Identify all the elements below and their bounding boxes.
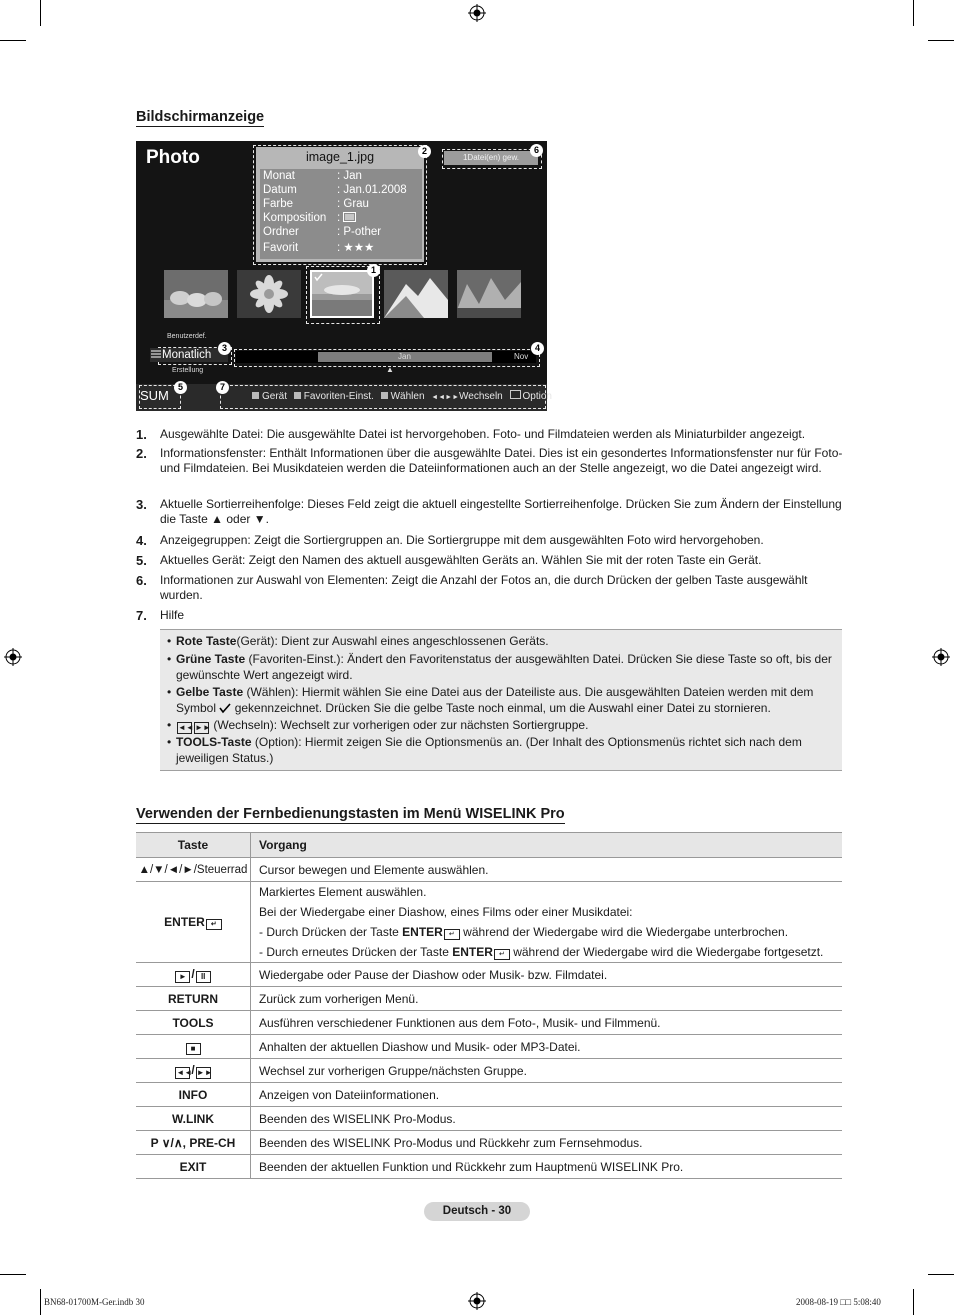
callout-7: 7 (216, 381, 229, 394)
enter-key-icon: ↵ (444, 929, 460, 940)
info-window (256, 147, 424, 262)
table-row: ■ Anhalten der aktuellen Diashow und Musik- oder MP3-Datei. (136, 1035, 842, 1059)
info-row: Monat : Jan (263, 170, 362, 182)
group-timeline[interactable] (236, 351, 536, 363)
checkmark-icon (219, 703, 231, 713)
forward-key-icon: ►► (195, 723, 211, 732)
callout-1: 1 (367, 264, 380, 277)
table-row: W.LINK Beenden des WISELINK Pro-Modus. (136, 1107, 842, 1131)
thumbnail-flower[interactable] (237, 270, 301, 318)
page-number-badge: Deutsch - 30 (424, 1202, 530, 1221)
sort-option-below: Erstellung (172, 367, 204, 374)
table-row: ◄◄/ ►► Wechsel zur vorherigen Gruppe/nächsten Gruppe. (136, 1059, 842, 1083)
composition-icon (343, 212, 356, 222)
info-row: Datum : Jan.01.2008 (263, 184, 407, 196)
print-date-info: 2008-08-19 □□ 5:08:40 (796, 1297, 881, 1307)
table-row: ▲/▼/◄/►/Steuerrad Cursor bewegen und Elemente auswählen. (136, 858, 842, 882)
registration-mark-icon (932, 648, 950, 666)
table-row: P ∨/∧, PRE-CH Beenden des WISELINK Pro-Modus und Rückkehr zum Fernsehmodus. (136, 1131, 842, 1155)
green-button-icon (294, 392, 301, 399)
forward-key-icon: ►► (196, 1067, 213, 1077)
table-row: RETURN Zurück zum vorherigen Menü. (136, 987, 842, 1011)
table-row: EXIT Beenden der aktuellen Funktion und Rückkehr zum Hauptmenü WISELINK Pro. (136, 1155, 842, 1179)
enter-key-icon: ↵ (494, 949, 510, 960)
thumbnail-sheep[interactable] (164, 270, 228, 318)
registration-mark-icon (468, 4, 486, 22)
section-heading: Bildschirmanzeige (136, 109, 265, 125)
registration-mark-icon (468, 1292, 486, 1310)
table-row: TOOLS Ausführen verschiedener Funktionen aus dem Foto-, Musik- und Filmmenü. (136, 1011, 842, 1035)
screen-title: Photo (146, 147, 200, 168)
callout-2: 2 (418, 145, 431, 158)
info-filename: image_1.jpg (305, 150, 375, 164)
sort-order-current[interactable]: Monatlich (150, 348, 228, 362)
thumbnail-selected-beach[interactable] (310, 270, 374, 318)
yellow-button-icon (381, 392, 388, 399)
table-header: Taste Vorgang (136, 833, 842, 858)
info-row: Ordner : P-other (263, 226, 382, 238)
pause-key-icon: II (196, 971, 211, 983)
list-icon (151, 350, 161, 359)
sort-option-above: Benutzerdef. (167, 333, 207, 340)
info-row: Komposition : (263, 212, 356, 224)
stop-key-icon: ■ (186, 1043, 201, 1055)
current-device[interactable]: SUM (140, 388, 169, 403)
enter-line-2: - Durch erneutes Drücken der Taste ENTER ↵ während der Wiedergabe wird die Wiedergabe fortgesetzt. (259, 945, 824, 959)
callout-4: 4 (531, 342, 544, 355)
selection-count: 1Datei(en) gew. (444, 151, 538, 165)
table-row: ► / II Wiedergabe oder Pause der Diashow oder Musik- bzw. Filmdatei. (136, 963, 842, 987)
thumbnail-mountain[interactable] (384, 270, 448, 318)
tools-button-icon (510, 390, 521, 399)
registration-mark-icon (4, 648, 22, 666)
skip-buttons-icon: ◄◄►► (431, 394, 460, 401)
timeline-label-start: Jan (398, 352, 411, 361)
help-notes: • Rote Taste(Gerät): Dient zur Auswahl eines angeschlossenen Geräts. • Grüne Taste (Favoriten-Einst.): Ändert den Favoritenstatus der ausgewählten Datei. Drücken Sie diese Taste so oft, bis der gewünschte Wert angezeigt wird. • Gelbe Taste (Wählen): Hiermit wählen Sie eine Datei aus der Dateiliste aus. Die ausgewählten Dateien werden mit dem Symbol gekennzeichnet. Drücken Sie die gelbe Taste noch einmal, um die Auswahl einer Datei zu stornieren. • ◄◄►► (Wechseln): Wechselt zur vorherigen oder zur nächsten Sortiergruppe. • TOOLS-Taste (Option): Hiermit zeigen Sie die Optionsmenüs an. (Der Inhalt des Optionsmenüs richtet sich nach dem jeweiligen Status.) (160, 629, 842, 771)
rewind-key-icon: ◄◄ (176, 1067, 193, 1077)
table-row: ENTER ↵ Markiertes Element auswählen. Bei der Wiedergabe einer Diashow, eines Films oder einer Musikdatei: - Durch Drücken der Taste ENTER ↵ während der Wiedergabe wird die Wiedergabe unterbrochen. - Durch erneutes Drücken der Taste ENTER ↵ während der Wiedergabe wird die Wiedergabe fortgesetzt. (136, 882, 842, 963)
callout-3: 3 (218, 342, 231, 355)
info-fields (260, 169, 422, 259)
timeline-label-end: Nov (514, 352, 529, 361)
callout-5: 5 (174, 381, 187, 394)
callout-6: 6 (530, 144, 543, 157)
up-arrow-icon: ▲ (386, 365, 394, 374)
thumbnail-rocks[interactable] (457, 270, 521, 318)
rewind-key-icon: ◄◄ (178, 723, 194, 732)
help-bar: Gerät Favoriten-Einst. Wählen ◄◄►►Wechseln Option (248, 390, 552, 402)
tv-screen (136, 141, 552, 411)
print-file-info: BN68-01700M-Ger.indb 30 (44, 1297, 145, 1307)
section-heading: Verwenden der Fernbedienungstasten im Menü WISELINK Pro (136, 806, 565, 822)
table-row: INFO Anzeigen von Dateiinformationen. (136, 1083, 842, 1107)
play-key-icon: ► (175, 971, 190, 983)
remote-keys-table (136, 832, 842, 1179)
enter-line-1: - Durch Drücken der Taste ENTER ↵ während der Wiedergabe wird die Wiedergabe unterbrochen. (259, 925, 789, 939)
info-row: Favorit : ★★★ (263, 242, 375, 254)
red-button-icon (252, 392, 259, 399)
enter-key-icon: ↵ (206, 919, 222, 930)
info-row: Farbe : Grau (263, 198, 369, 210)
